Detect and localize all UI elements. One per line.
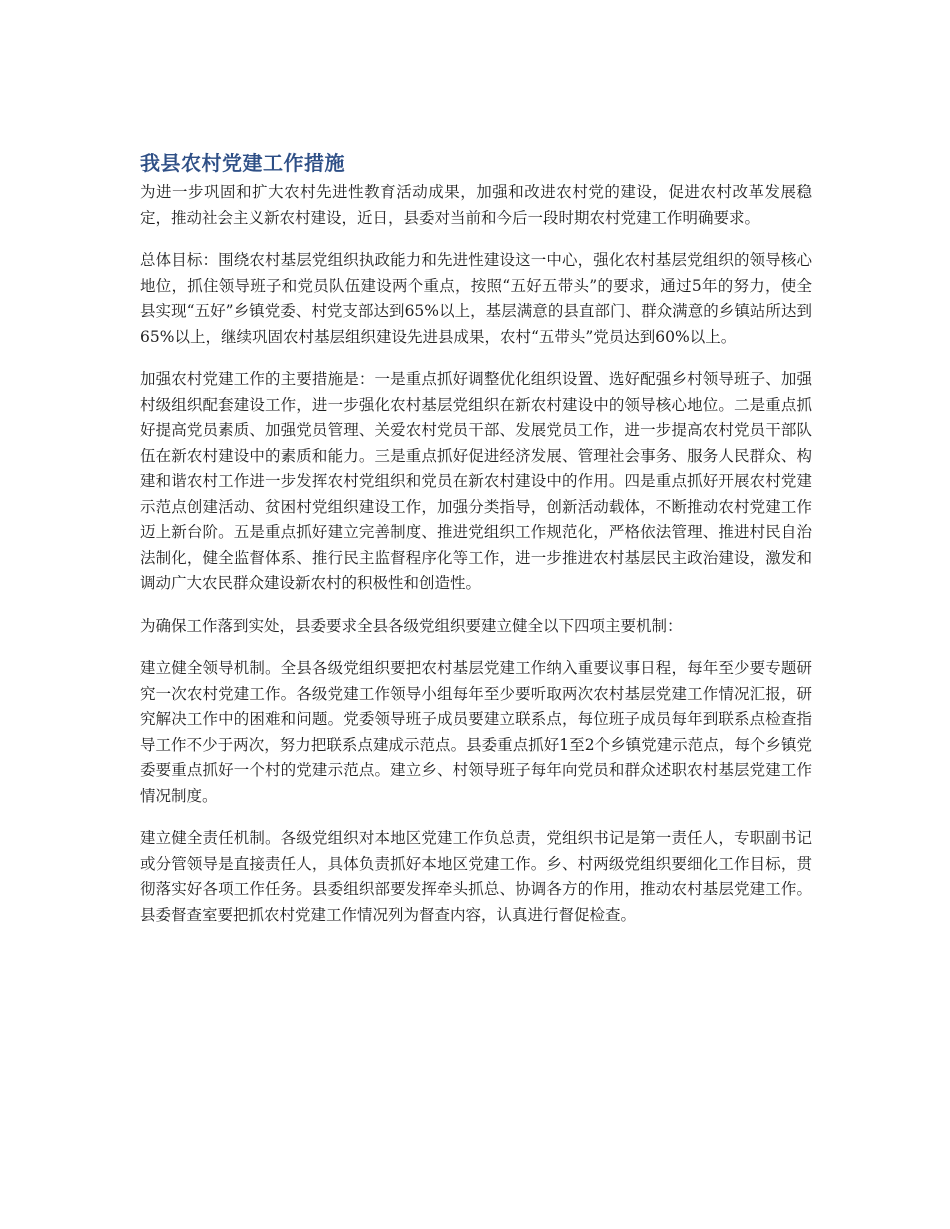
paragraph-leadership-mechanism: 建立健全领导机制。全县各级党组织要把农村基层党建工作纳入重要议事日程，每年至少要专题研究一次农村党建工作。各级党建工作领导小组每年至少要听取两次农村基层党建工作情况汇报，研究解决工作中的困难和问题。党委领导班子成员要建立联系点，每位班子成员每年到联系点检查指导工作不少于两次，努力把联系点建成示范点。县委重点抓好1至2个乡镇党建示范点，每个乡镇党委要重点抓好一个村的党建示范点。建立乡、村领导班子每年向党员和群众述职农村基层党建工作情况制度。 bbox=[140, 659, 812, 805]
paragraph-overall-goal: 总体目标：围绕农村基层党组织执政能力和先进性建设这一中心，强化农村基层党组织的领导核心地位，抓住领导班子和党员队伍建设两个重点，按照“五好五带头”的要求，通过5年的努力，使全县实现“五好”乡镇党委、村党支部达到65%以上，基层满意的县直部门、群众满意的乡镇站所达到65%以上，继续巩固农村基层组织建设先进县成果，农村“五带头”党员达到60%以上。 bbox=[140, 251, 812, 346]
document-page bbox=[140, 148, 812, 945]
paragraph-mechanisms-intro: 为确保工作落到实处，县委要求全县各级党组织要建立健全以下四项主要机制： bbox=[140, 616, 683, 635]
document-title: 我县农村党建工作措施 bbox=[140, 151, 345, 175]
paragraph-main-measures: 加强农村党建工作的主要措施是：一是重点抓好调整优化组织设置、选好配强乡村领导班子、加强村级组织配套建设工作，进一步强化农村基层党组织在新农村建设中的领导核心地位。二是重点抓好提高党员素质、加强党员管理、关爱农村党员干部、发展党员工作，进一步提高农村党员干部队伍在新农村建设中的素质和能力。三是重点抓好促进经济发展、管理社会事务、服务人民群众、构建和谐农村工作进一步发挥农村党组织和党员在新农村建设中的作用。四是重点抓好开展农村党建示范点创建活动、贫困村党组织建设工作，加强分类指导，创新活动载体，不断推动农村党建工作迈上新台阶。五是重点抓好建立完善制度、推进党组织工作规范化，严格依法管理、推进村民自治法制化，健全监督体系、推行民主监督程序化等工作，进一步推进农村基层民主政治建设，激发和调动广大农民群众建设新农村的积极性和创造性。 bbox=[140, 370, 812, 592]
paragraph-intro: 为进一步巩固和扩大农村先进性教育活动成果，加强和改进农村党的建设，促进农村改革发展稳定，推动社会主义新农村建设，近日，县委对当前和今后一段时期农村党建工作明确要求。 bbox=[140, 183, 812, 227]
paragraph-responsibility-mechanism: 建立健全责任机制。各级党组织对本地区党建工作负总责，党组织书记是第一责任人，专职副书记或分管领导是直接责任人，具体负责抓好本地区党建工作。乡、村两级党组织要细化工作目标，贯彻落实好各项工作任务。县委组织部要发挥牵头抓总、协调各方的作用，推动农村基层党建工作。县委督查室要把抓农村党建工作情况列为督查内容，认真进行督促检查。 bbox=[140, 829, 812, 924]
